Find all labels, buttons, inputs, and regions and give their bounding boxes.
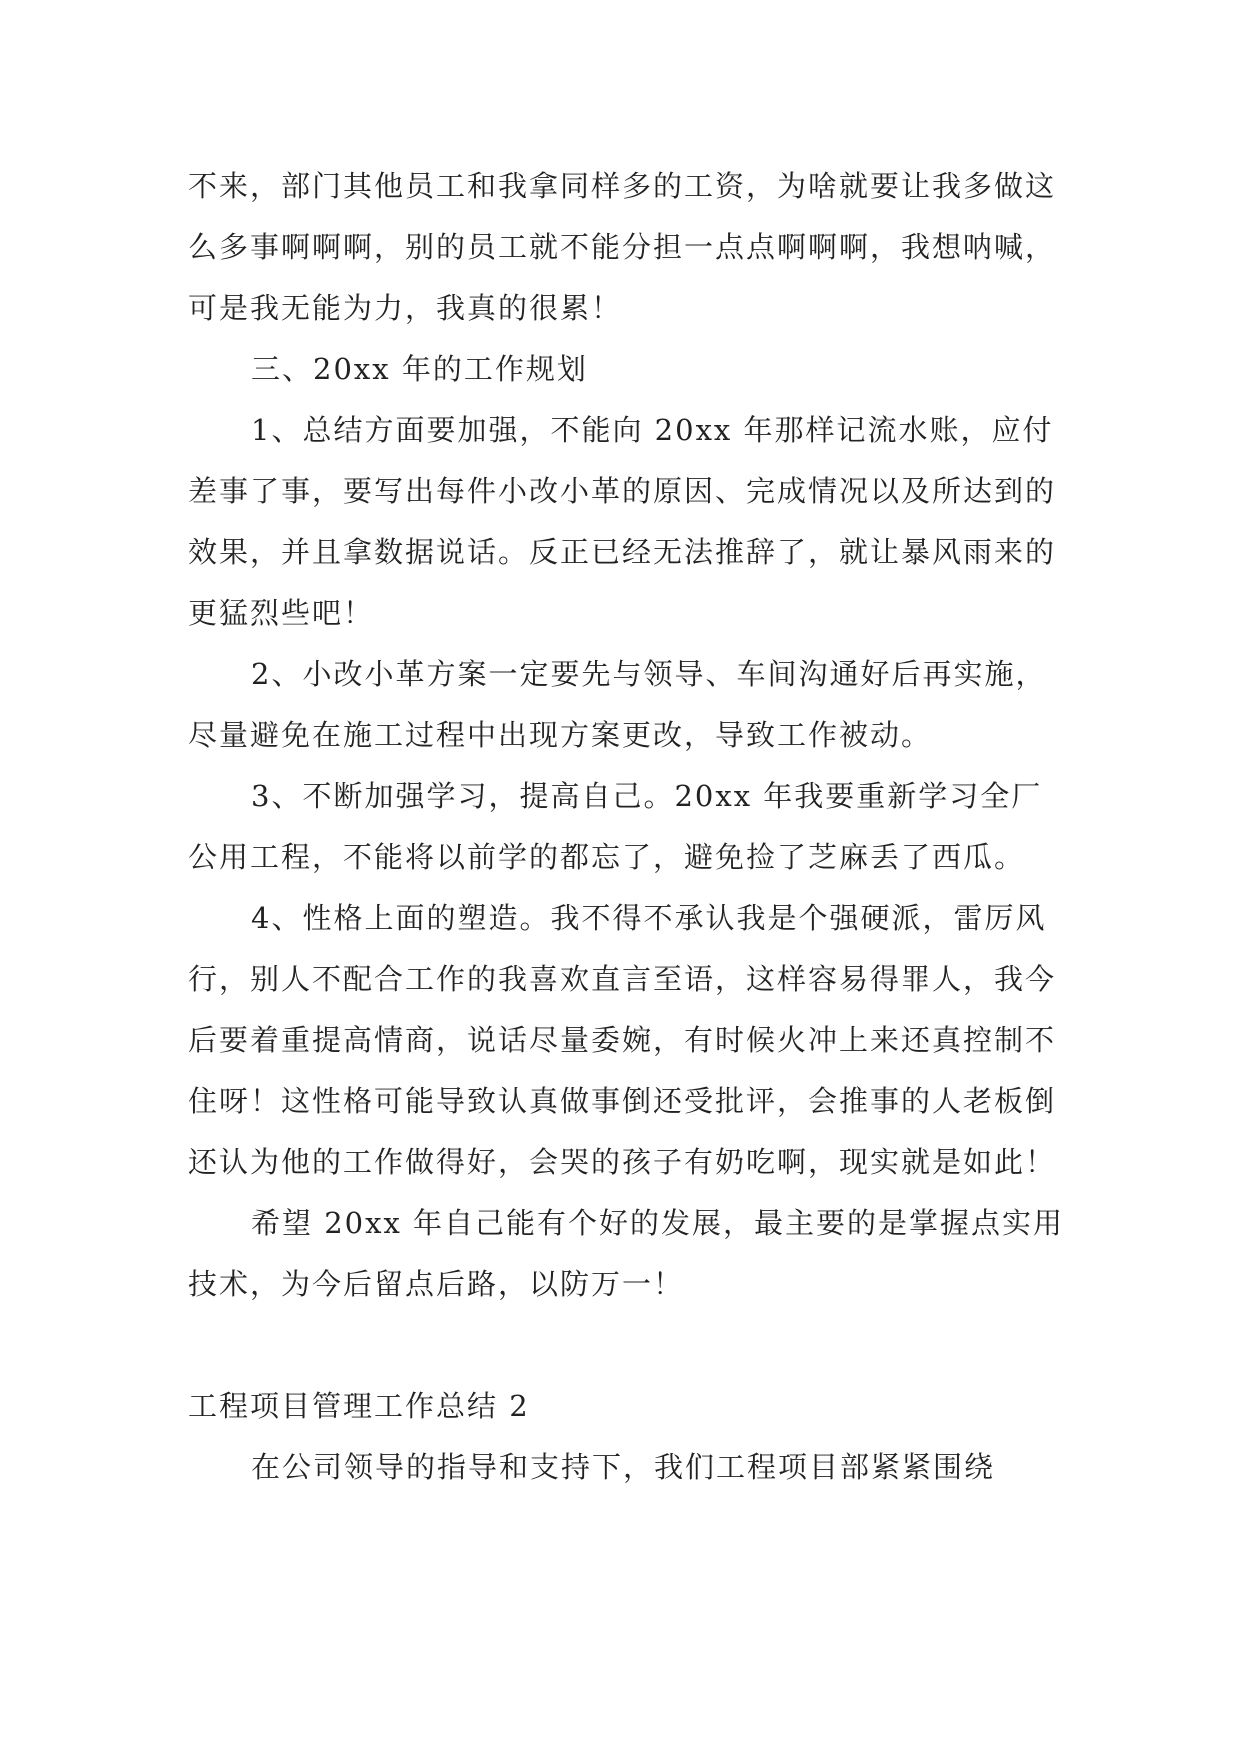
section-heading-work-plan: 三、20xx 年的工作规划	[251, 352, 588, 386]
paragraph-intro: 在公司领导的指导和支持下，我们工程项目部紧紧围绕	[251, 1450, 996, 1484]
paragraph-hope: 希望 20xx 年自己能有个好的发展，最主要的是掌握点实用技术，为今后留点后路，以防万一！	[188, 1206, 1065, 1301]
paragraph-plan-item-3: 3、不断加强学习，提高自己。20xx 年我要重新学习全厂公用工程，不能将以前学的都忘了，避免捡了芝麻丢了西瓜。	[188, 779, 1043, 874]
paragraph-plan-item-1: 1、总结方面要加强，不能向 20xx 年那样记流水账，应付差事了事，要写出每件小改小革的原因、完成情况以及所达到的效果，并且拿数据说话。反正已经无法推辞了，就让暴风雨来的更猛烈些吧！	[188, 413, 1057, 630]
paragraph-continued: 不来，部门其他员工和我拿同样多的工资，为啥就要让我多做这么多事啊啊啊，别的员工就不能分担一点点啊啊啊，我想呐喊，可是我无能为力，我真的很累！	[188, 169, 1057, 325]
section-title: 工程项目管理工作总结 2	[188, 1389, 530, 1423]
paragraph-plan-item-4: 4、性格上面的塑造。我不得不承认我是个强硬派，雷厉风行，别人不配合工作的我喜欢直言至语，这样容易得罪人，我今后要着重提高情商，说话尽量委婉，有时候火冲上来还真控制不住呀！这性格可能导致认真做事倒还受批评，会推事的人老板倒还认为他的工作做得好，会哭的孩子有奶吃啊，现实就是如此！	[188, 901, 1057, 1179]
paragraph-plan-item-2: 2、小改小革方案一定要先与领导、车间沟通好后再实施，尽量避免在施工过程中出现方案更改，导致工作被动。	[188, 657, 1047, 752]
document-body	[188, 156, 1068, 1498]
blank-line	[188, 1315, 1068, 1376]
